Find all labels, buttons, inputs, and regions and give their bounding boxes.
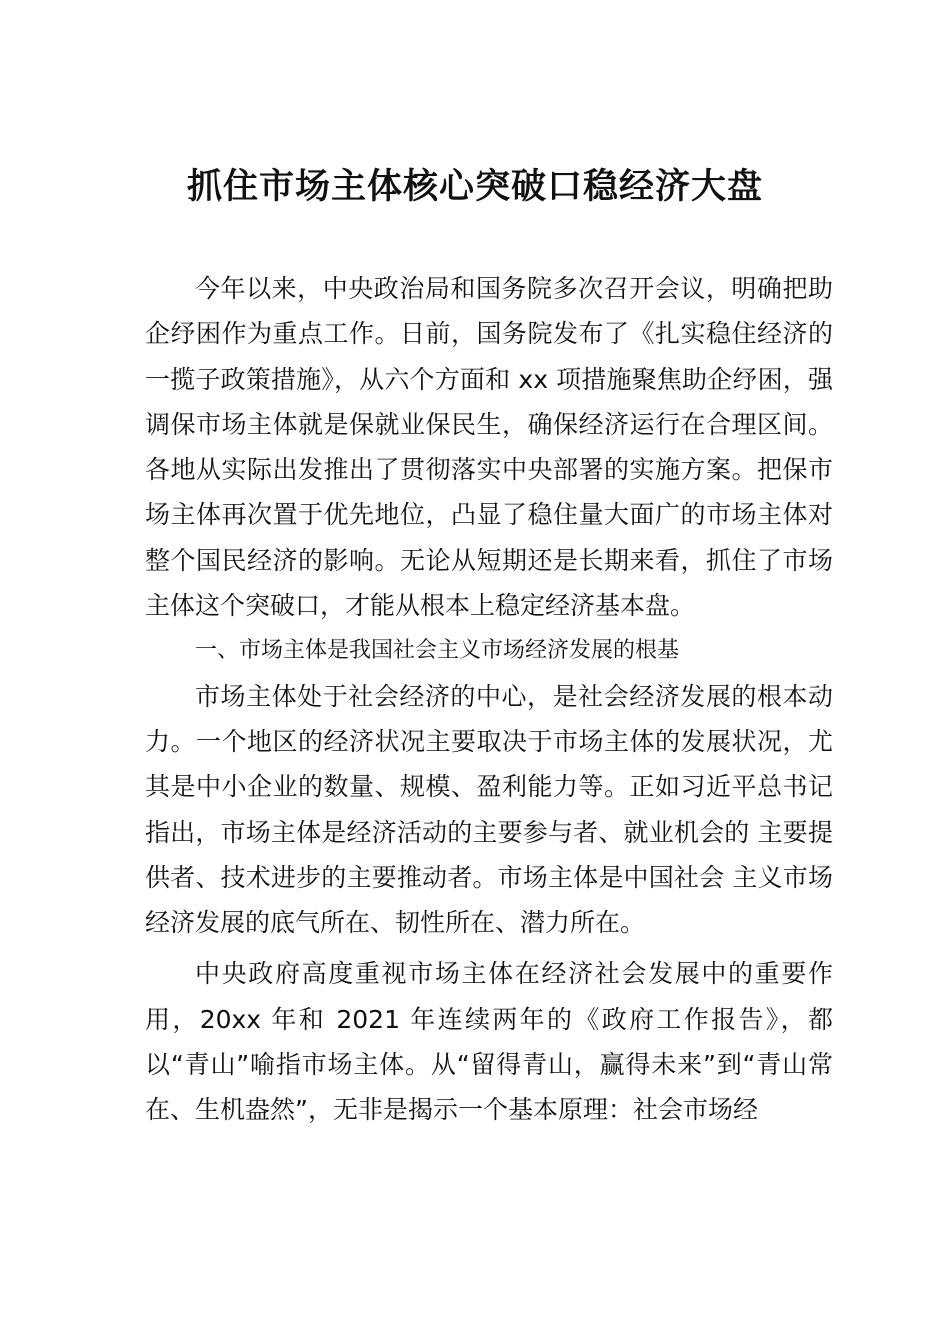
paragraph-section-1: 市场主体处于社会经济的中心，是社会经济发展的根本动力。一个地区的经济状况主要取决于市场主体的发展状况，尤其是中小企业的数量、规模、盈利能力等。正如习近平总书记指出，市场主体是经济活动的主要参与者、就业机会的 主要提供者、技术进步的主要推动者。市场主体是中国社会 主义市场经济发展的底气所在、韧性所在、潜力所在。 <box>145 681 833 938</box>
document-title: 抓住市场主体核心突破口稳经济大盘 <box>186 166 763 207</box>
section-heading-1: 一、市场主体是我国社会主义市场经济发展的根基 <box>195 638 680 664</box>
paragraph-section-2: 中央政府高度重视市场主体在经济社会发展中的重要作用，20xx 年和 2021 年连续两年的《政府工作报告》，都以“青山”喻指市场主体。从“留得青山，赢得未来”到“青山常在、生机盎然”，无非是揭示一个基本原理：社会市场经 <box>145 959 833 1125</box>
paragraph-intro: 今年以来，中央政治局和国务院多次召开会议，明确把助企纾困作为重点工作。日前，国务院发布了《扎实稳住经济的一揽子政策措施》，从六个方面和 xx 项措施聚焦助企纾困，强调保市场主体就是保就业保民生，确保经济运行在合理区间。各地从实际出发推出了贯彻落实中央部署的实施方案。把保市场主体再次置于优先地位，凸显了稳住量大面广的市场主体对整个国民经济的影响。无论从短期还是长期来看，抓住了市场主体这个突破口，才能从根本上稳定经济基本盘。 <box>145 274 833 621</box>
document-body <box>145 266 833 1133</box>
